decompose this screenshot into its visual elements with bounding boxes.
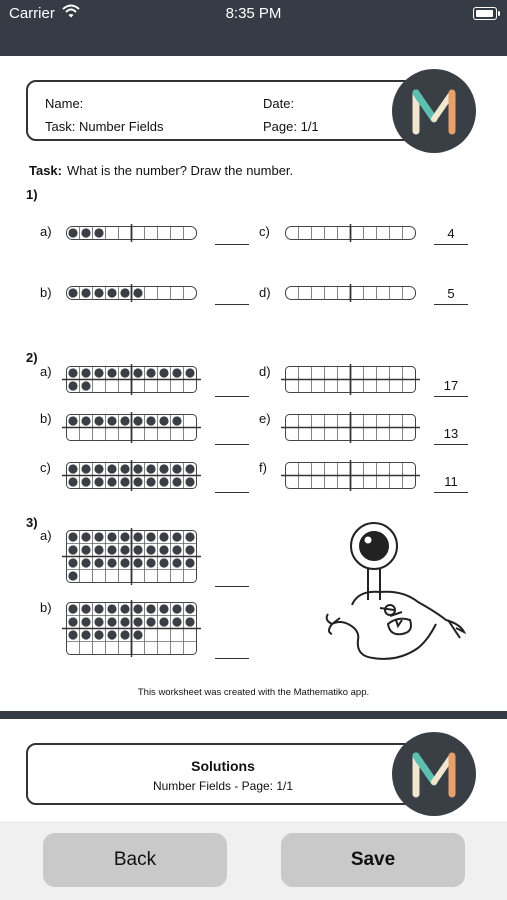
counter-dot <box>133 416 142 425</box>
counter-dot <box>68 464 77 473</box>
counter-dot <box>68 571 77 580</box>
counter-dot <box>107 416 116 425</box>
counter-dot <box>94 368 103 377</box>
counter-dot <box>120 545 129 554</box>
counter-dot <box>185 532 194 541</box>
counter-dot <box>172 545 181 554</box>
counter-dot <box>185 617 194 626</box>
number-field <box>285 366 425 396</box>
answer-blank <box>434 492 468 493</box>
number-field <box>285 226 421 241</box>
answer-blank <box>434 396 468 397</box>
counter-dot <box>159 464 168 473</box>
counter-dot <box>81 464 90 473</box>
counter-dot <box>133 558 142 567</box>
counter-dot <box>133 545 142 554</box>
counter-dot <box>107 288 116 297</box>
counter-dot <box>185 604 194 613</box>
number-field <box>66 530 206 586</box>
counter-dot <box>159 416 168 425</box>
counter-dot <box>159 368 168 377</box>
item-letter: b) <box>40 285 52 300</box>
answer-blank <box>434 444 468 445</box>
counter-dot <box>81 288 90 297</box>
answer-blank <box>215 244 249 245</box>
worksheet-header <box>26 80 420 141</box>
counter-dot <box>146 617 155 626</box>
counter-dot <box>68 416 77 425</box>
counter-dot <box>68 532 77 541</box>
counter-dot <box>146 545 155 554</box>
counter-dot <box>146 532 155 541</box>
counter-dot <box>94 416 103 425</box>
answer-blank <box>215 444 249 445</box>
counter-dot <box>120 532 129 541</box>
mathematiko-logo <box>392 732 476 816</box>
counter-dot <box>68 228 77 237</box>
counter-dot <box>172 464 181 473</box>
item-letter: f) <box>259 460 267 475</box>
footer-note: This worksheet was created with the Mathematiko app. <box>137 687 370 698</box>
item-letter: c) <box>259 224 270 239</box>
counter-dot <box>107 477 116 486</box>
counter-dot <box>159 558 168 567</box>
counter-dot <box>146 477 155 486</box>
number-field <box>285 462 425 492</box>
counter-dot <box>146 464 155 473</box>
counter-dot <box>94 477 103 486</box>
counter-dot <box>94 545 103 554</box>
counter-dot <box>133 464 142 473</box>
counter-dot <box>94 604 103 613</box>
counter-dot <box>107 368 116 377</box>
counter-dot <box>159 545 168 554</box>
counter-dot <box>133 630 142 639</box>
answer-value: 17 <box>443 378 459 393</box>
counter-dot <box>133 617 142 626</box>
counter-dot <box>159 604 168 613</box>
item-letter: a) <box>40 364 52 379</box>
counter-dot <box>172 617 181 626</box>
counter-dot <box>120 630 129 639</box>
counter-dot <box>185 368 194 377</box>
counter-dot <box>94 558 103 567</box>
solutions-title: Solutions <box>191 758 255 774</box>
counter-dot <box>172 604 181 613</box>
clock: 8:35 PM <box>225 5 282 22</box>
task-heading: Task: <box>29 163 62 178</box>
counter-dot <box>172 558 181 567</box>
counter-dot <box>185 558 194 567</box>
counter-dot <box>94 464 103 473</box>
number-field <box>66 366 206 396</box>
number-field <box>285 414 425 444</box>
counter-dot <box>159 617 168 626</box>
counter-dot <box>68 288 77 297</box>
item-letter: b) <box>40 600 52 615</box>
counter-dot <box>185 464 194 473</box>
counter-dot <box>94 617 103 626</box>
counter-dot <box>120 464 129 473</box>
counter-dot <box>81 228 90 237</box>
counter-dot <box>120 288 129 297</box>
number-field <box>66 602 206 658</box>
answer-value: 11 <box>444 474 458 489</box>
item-letter: d) <box>259 364 271 379</box>
counter-dot <box>146 604 155 613</box>
counter-dot <box>120 416 129 425</box>
section-divider <box>0 711 507 719</box>
counter-dot <box>120 368 129 377</box>
counter-dot <box>68 558 77 567</box>
counter-dot <box>94 532 103 541</box>
task-instruction <box>29 163 293 178</box>
counter-dot <box>68 604 77 613</box>
answer-value: 5 <box>447 286 455 301</box>
number-field <box>66 462 206 492</box>
counter-dot <box>120 477 129 486</box>
section-number: 2) <box>26 350 38 365</box>
task-label: Task: Number Fields <box>45 119 164 134</box>
section-number: 3) <box>26 515 38 530</box>
counter-dot <box>68 477 77 486</box>
counter-dot <box>107 545 116 554</box>
counter-dot <box>81 545 90 554</box>
item-letter: c) <box>40 460 51 475</box>
counter-dot <box>107 532 116 541</box>
number-field <box>66 286 202 301</box>
name-label: Name: <box>45 96 84 111</box>
status-bar <box>0 0 507 56</box>
answer-blank <box>215 586 249 587</box>
monster-illustration <box>318 520 473 665</box>
counter-dot <box>107 464 116 473</box>
answer-blank <box>434 304 468 305</box>
item-letter: b) <box>40 411 52 426</box>
task-text: What is the number? Draw the number. <box>67 163 294 178</box>
counter-dot <box>94 228 103 237</box>
counter-dot <box>81 617 90 626</box>
counter-dot <box>120 558 129 567</box>
carrier-label: Carrier <box>9 5 55 22</box>
counter-dot <box>81 604 90 613</box>
back-button[interactable]: Back <box>43 833 227 887</box>
answer-value: 13 <box>443 426 459 441</box>
mathematiko-logo <box>392 69 476 153</box>
number-field <box>285 286 421 301</box>
answer-blank <box>215 304 249 305</box>
answer-blank <box>215 396 249 397</box>
answer-blank <box>215 492 249 493</box>
answer-blank <box>434 244 468 245</box>
counter-dot <box>133 532 142 541</box>
save-button[interactable]: Save <box>281 833 465 887</box>
section-number: 1) <box>26 187 38 202</box>
counter-dot <box>146 368 155 377</box>
counter-dot <box>81 532 90 541</box>
item-letter: a) <box>40 528 52 543</box>
counter-dot <box>81 416 90 425</box>
counter-dot <box>94 288 103 297</box>
number-field <box>66 226 202 241</box>
counter-dot <box>81 630 90 639</box>
logo-m-icon <box>392 69 476 153</box>
answer-value: 4 <box>447 226 455 241</box>
counter-dot <box>146 558 155 567</box>
counter-dot <box>107 558 116 567</box>
counter-dot <box>107 617 116 626</box>
date-label: Date: <box>263 96 295 111</box>
counter-dot <box>68 368 77 377</box>
number-field <box>66 414 206 444</box>
counter-dot <box>172 477 181 486</box>
solutions-header <box>26 743 420 805</box>
counter-dot <box>133 288 142 297</box>
counter-dot <box>159 532 168 541</box>
item-letter: d) <box>259 285 271 300</box>
battery-icon <box>473 7 497 20</box>
counter-dot <box>81 368 90 377</box>
counter-dot <box>133 604 142 613</box>
counter-dot <box>185 477 194 486</box>
counter-dot <box>133 368 142 377</box>
logo-m-icon <box>392 732 476 816</box>
counter-dot <box>68 381 77 390</box>
counter-dot <box>107 604 116 613</box>
counter-dot <box>172 532 181 541</box>
page-label: Page: 1/1 <box>263 119 319 134</box>
counter-dot <box>68 617 77 626</box>
counter-dot <box>120 617 129 626</box>
counter-dot <box>133 477 142 486</box>
counter-dot <box>81 558 90 567</box>
answer-blank <box>215 658 249 659</box>
counter-dot <box>146 416 155 425</box>
solutions-subtitle: Number Fields - Page: 1/1 <box>152 779 294 793</box>
counter-dot <box>81 381 90 390</box>
counter-dot <box>68 630 77 639</box>
counter-dot <box>94 630 103 639</box>
item-letter: e) <box>259 411 271 426</box>
counter-dot <box>172 416 181 425</box>
counter-dot <box>172 368 181 377</box>
counter-dot <box>120 604 129 613</box>
counter-dot <box>159 477 168 486</box>
counter-dot <box>107 630 116 639</box>
counter-dot <box>185 545 194 554</box>
counter-dot <box>81 477 90 486</box>
counter-dot <box>68 545 77 554</box>
item-letter: a) <box>40 224 52 239</box>
